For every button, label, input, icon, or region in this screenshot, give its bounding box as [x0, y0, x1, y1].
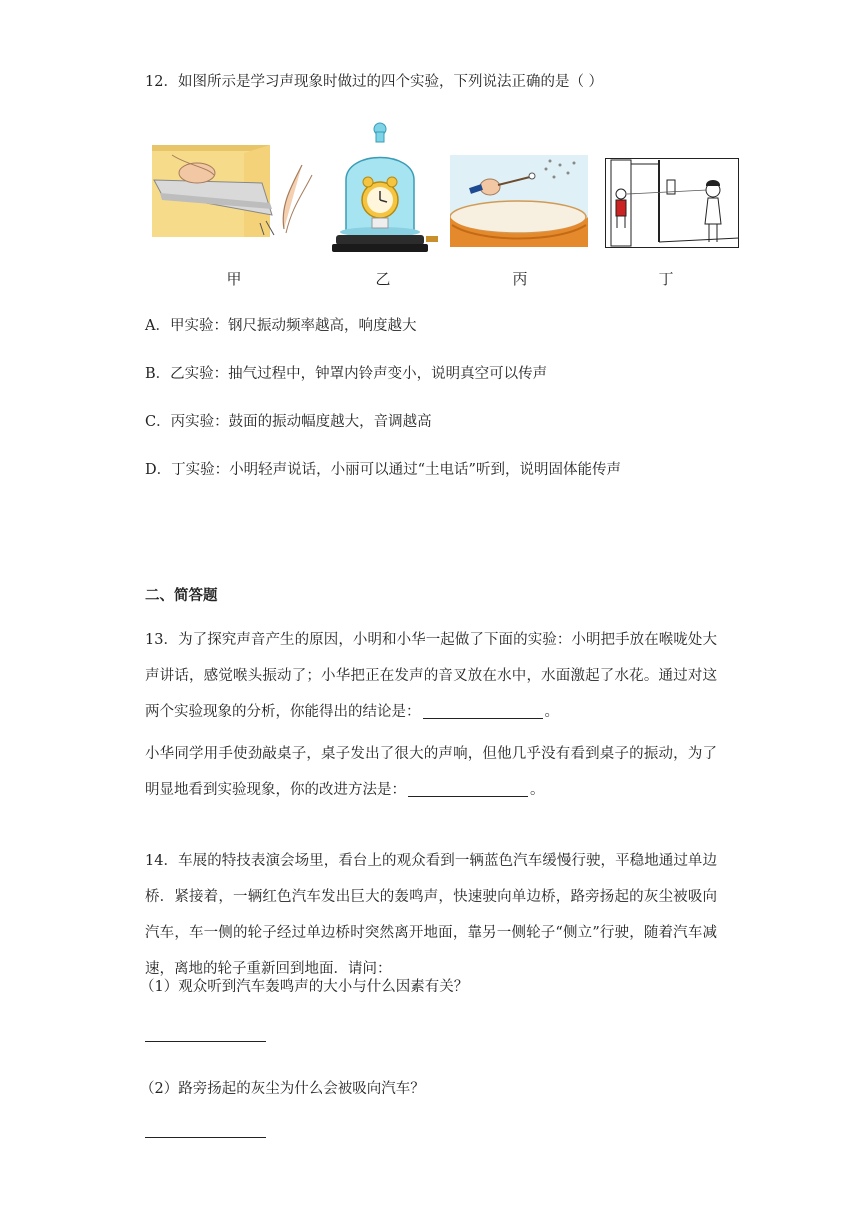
- drum-with-particles-image: [450, 155, 588, 247]
- ruler-on-table-image: [152, 145, 320, 237]
- answer-blank-2[interactable]: [408, 781, 528, 797]
- figure-label-ding: 丁: [658, 270, 674, 288]
- question-14-stem: 14．车展的特技表演会场里，看台上的观众看到一辆蓝色汽车缓慢行驶，平稳地通过单边桥．紧接着，一辆红色汽车发出巨大的轰鸣声，快速驶向单边桥，路旁扬起的灰尘被吸向汽车，车一侧的轮子经过单边桥时突然离开地面，靠另一侧轮子“侧立”行驶，随着汽车减速，离地的轮子重新回到地面．请问：: [145, 853, 717, 977]
- figure-label-bing: 丙: [512, 270, 528, 288]
- question-14-sub1: （1）观众听到汽车轰鸣声的大小与什么因素有关？: [140, 979, 469, 995]
- question-13-part1: [145, 622, 717, 730]
- bell-jar-alarm-clock-image: [332, 120, 442, 260]
- question-13-part1-text: 13．为了探究声音产生的原因，小明和小华一起做了下面的实验：小明把手放在喉咙处大声讲话，感觉喉头振动了；小华把正在发声的音叉放在水中，水面激起了水花。通过对这两个实验现象的分析，你能得出的结论是：: [145, 632, 717, 720]
- answer-blank-1[interactable]: [423, 703, 543, 719]
- option-d: D．丁实验：小明轻声说话，小丽可以通过“土电话”听到，说明固体能传声: [145, 462, 621, 478]
- option-a: A．甲实验：钢尺振动频率越高，响度越大: [145, 318, 417, 334]
- question-12-stem: 12．如图所示是学习声现象时做过的四个实验，下列说法正确的是（ ）: [145, 74, 604, 90]
- answer-line-2[interactable]: [145, 1137, 266, 1138]
- answer-line-1[interactable]: [145, 1041, 266, 1042]
- figure-label-yi: 乙: [375, 270, 391, 288]
- figure-label-jia: 甲: [226, 270, 242, 288]
- section-title: 二、简答题: [145, 587, 218, 604]
- question-13-part2-end: 。: [530, 782, 545, 798]
- option-c: C．丙实验：鼓面的振动幅度越大，音调越高: [145, 414, 432, 430]
- question-14-sub2: （2）路旁扬起的灰尘为什么会被吸向汽车？: [140, 1081, 425, 1097]
- question-13-part2: [145, 736, 717, 808]
- question-13-part2-text: 小华同学用手使劲敲桌子，桌子发出了很大的声响，但他几乎没有看到桌子的振动，为了明显地看到实验现象，你的改进方法是：: [145, 746, 717, 798]
- option-b: B．乙实验：抽气过程中，钟罩内铃声变小，说明真空可以传声: [145, 366, 548, 382]
- question-13-part1-end: 。: [544, 704, 559, 720]
- string-telephone-image: [605, 158, 739, 248]
